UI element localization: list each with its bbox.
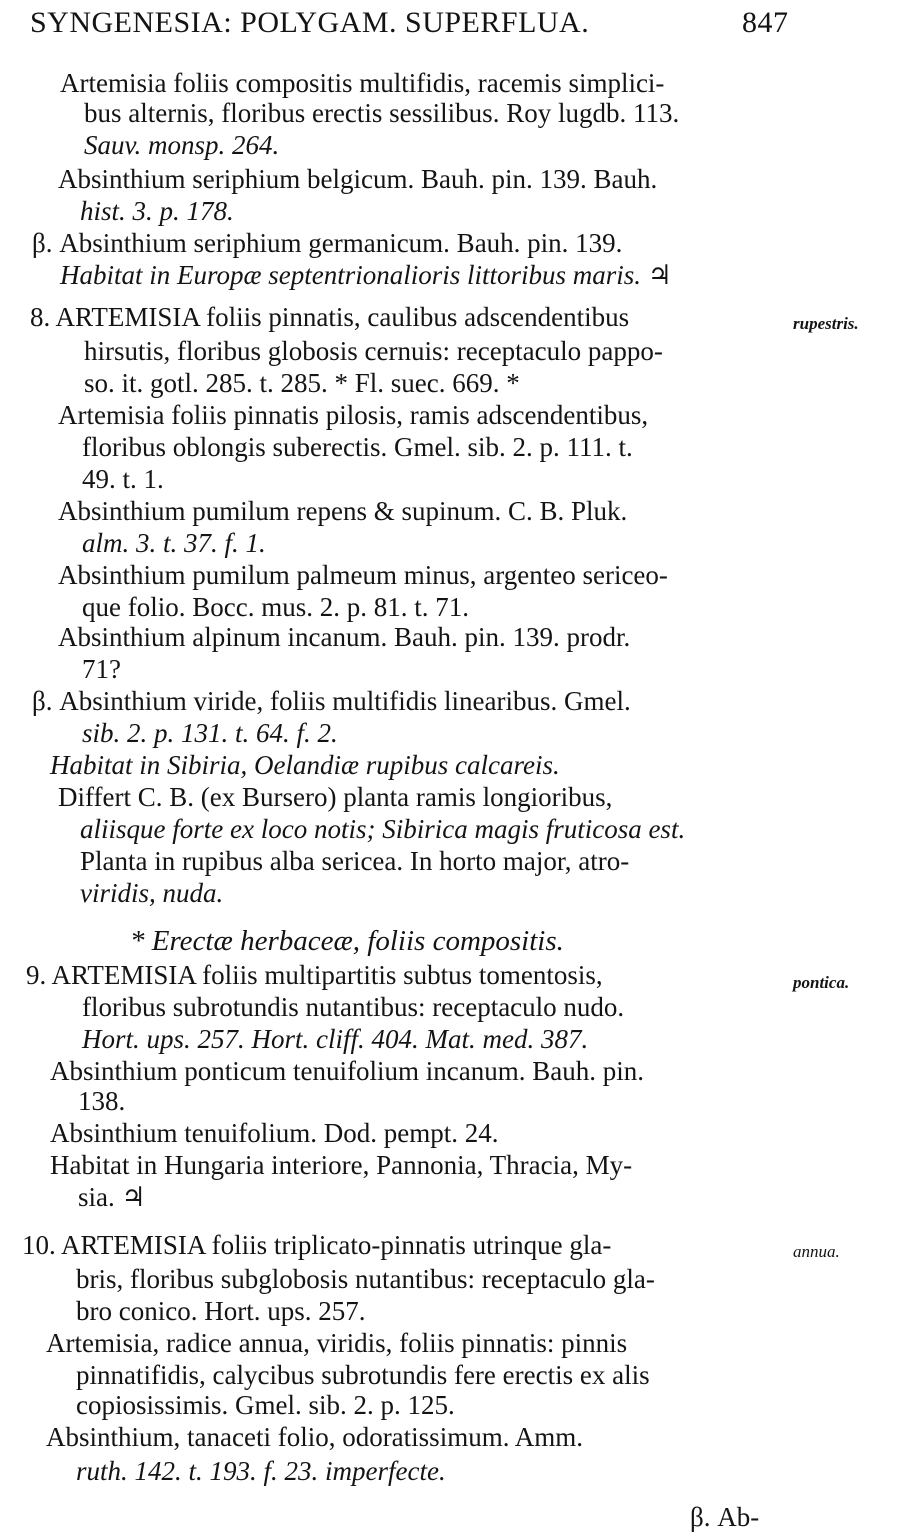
text-line: 138. xyxy=(78,1086,126,1116)
text-line: bus alternis, floribus erectis sessilibus. Roy lugdb. 113. xyxy=(84,98,680,128)
species-heading-8: 8. ARTEMISIA foliis pinnatis, caulibus adscendentibus xyxy=(30,302,630,332)
catchword: β. Ab- xyxy=(690,1502,760,1532)
text-line: sib. 2. p. 131. t. 64. f. 2. xyxy=(82,718,338,748)
text-line: Hort. ups. 257. Hort. cliff. 404. Mat. med. 387. xyxy=(82,1024,589,1054)
margin-name-pontica: pontica. xyxy=(793,973,850,992)
species-heading-9: 9. ARTEMISIA foliis multipartitis subtus tomentosis, xyxy=(26,960,603,990)
text-line: 71? xyxy=(82,654,121,684)
species-heading-10: 10. ARTEMISIA foliis triplicato-pinnatis utrinque gla- xyxy=(22,1230,612,1260)
text-line: Planta in rupibus alba sericea. In horto major, atro- xyxy=(80,846,630,876)
text-line: β. Absinthium seriphium germanicum. Bauh. pin. 139. xyxy=(32,228,623,258)
text-line: so. it. gotl. 285. t. 285. * Fl. suec. 669. * xyxy=(84,368,520,398)
margin-name-annua: annua. xyxy=(793,1242,840,1261)
text-line: Habitat in Sibiria, Oelandiæ rupibus calcareis. xyxy=(50,750,560,780)
text-line: floribus subrotundis nutantibus: receptaculo nudo. xyxy=(82,992,625,1022)
text-line: hist. 3. p. 178. xyxy=(80,196,234,226)
text-line: β. Absinthium viride, foliis multifidis linearibus. Gmel. xyxy=(32,686,631,716)
margin-name-rupestris: rupestris. xyxy=(793,314,859,333)
text-line: Differt C. B. (ex Bursero) planta ramis longioribus, xyxy=(58,782,613,812)
text-line: Absinthium tenuifolium. Dod. pempt. 24. xyxy=(50,1118,499,1148)
running-header: SYNGENESIA: POLYGAM. SUPERFLUA. xyxy=(30,6,590,39)
text-line: aliisque forte ex loco notis; Sibirica magis fruticosa est. xyxy=(80,814,686,844)
text-line: Absinthium seriphium belgicum. Bauh. pin. 139. Bauh. xyxy=(58,164,658,194)
text-line: bris, floribus subglobosis nutantibus: receptaculo gla- xyxy=(76,1264,655,1294)
text-line: Absinthium pumilum repens & supinum. C. B. Pluk. xyxy=(58,496,628,526)
text-line: bro conico. Hort. ups. 257. xyxy=(76,1296,366,1326)
text-line: Habitat in Hungaria interiore, Pannonia, Thracia, My- xyxy=(50,1150,633,1180)
text-line: floribus oblongis suberectis. Gmel. sib. 2. p. 111. t. xyxy=(82,432,633,462)
text-line: sia. ♃ xyxy=(78,1182,146,1212)
text-line: Artemisia foliis compositis multifidis, racemis simplici- xyxy=(60,68,665,98)
text-line: hirsutis, floribus globosis cernuis: receptaculo pappo- xyxy=(84,336,663,366)
text-line: Artemisia, radice annua, viridis, foliis pinnatis: pinnis xyxy=(46,1328,628,1358)
text-line: Absinthium pumilum palmeum minus, argenteo sericeo- xyxy=(58,560,668,590)
text-line: Artemisia foliis pinnatis pilosis, ramis adscendentibus, xyxy=(58,400,649,430)
page-number: 847 xyxy=(742,6,789,39)
text-line: Sauv. monsp. 264. xyxy=(84,130,280,160)
text-line: pinnatifidis, calycibus subrotundis fere erectis ex alis xyxy=(76,1360,650,1390)
text-line: viridis, nuda. xyxy=(80,878,224,908)
text-line: alm. 3. t. 37. f. 1. xyxy=(82,528,266,558)
text-line: Absinthium alpinum incanum. Bauh. pin. 139. prodr. xyxy=(58,622,631,652)
text-line: Absinthium ponticum tenuifolium incanum. Bauh. pin. xyxy=(50,1056,644,1086)
text-line: 49. t. 1. xyxy=(82,464,164,494)
text-line: Habitat in Europæ septentrionalioris littoribus maris. ♃ xyxy=(60,260,673,290)
text-line: Absinthium, tanaceti folio, odoratissimum. Amm. xyxy=(46,1422,583,1452)
text-line: ruth. 142. t. 193. f. 23. imperfecte. xyxy=(76,1456,446,1486)
text-line: copiosissimis. Gmel. sib. 2. p. 125. xyxy=(76,1390,455,1420)
section-heading: * Erectæ herbaceæ, foliis compositis. xyxy=(130,925,564,957)
text-line: que folio. Bocc. mus. 2. p. 81. t. 71. xyxy=(82,592,469,622)
